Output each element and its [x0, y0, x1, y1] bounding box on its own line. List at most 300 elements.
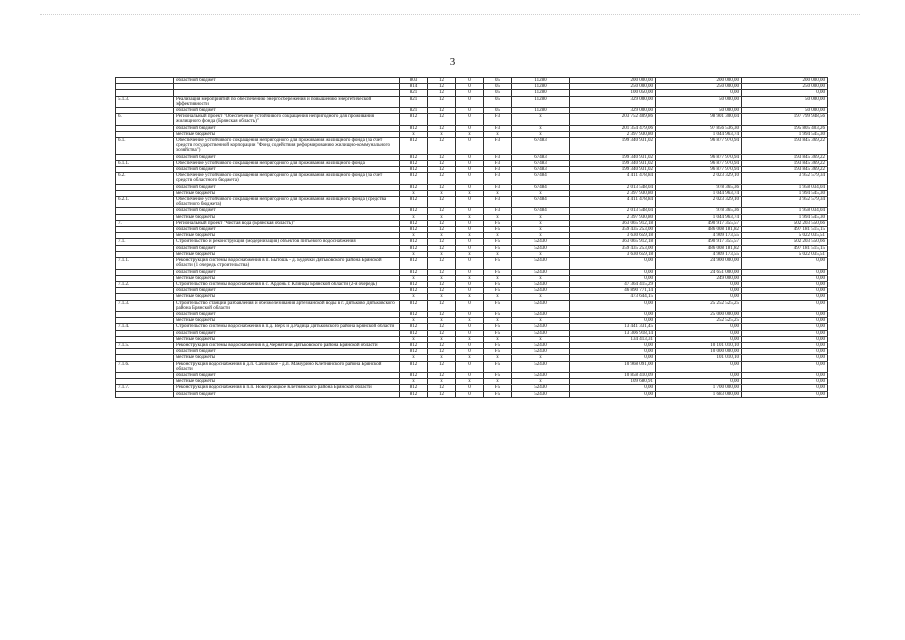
cell-item-number: 5.1.3.: [116, 96, 174, 107]
cell-direction: x: [512, 114, 570, 125]
cell-item-number: 7.1.: [116, 239, 174, 245]
cell-program: 0: [456, 184, 484, 190]
cell-program: 0: [456, 311, 484, 317]
cell-item-name: областной бюджет: [174, 391, 400, 397]
cell-section: 12: [428, 300, 456, 311]
cell-section: x: [428, 336, 456, 342]
cell-section: 12: [428, 349, 456, 355]
cell-amount-year2: 0,00: [656, 330, 742, 336]
cell-program: x: [456, 214, 484, 220]
cell-amount-year2: 50 000,00: [656, 108, 742, 114]
cell-program: 0: [456, 330, 484, 336]
cell-amount-year3: 0,00: [742, 342, 828, 348]
cell-amount-year3: 0,00: [742, 361, 828, 372]
cell-amount-year1: 4 411 478,84: [570, 197, 656, 208]
cell-item-name: местные бюджеты: [174, 275, 400, 281]
cell-subprogram: x: [484, 379, 512, 385]
cell-amount-year1: 0,00: [570, 275, 656, 281]
cell-direction: 67483: [512, 138, 570, 155]
cell-grbs: 812: [400, 239, 428, 245]
cell-amount-year3: 193 845 369,22: [742, 167, 828, 173]
cell-section: 12: [428, 90, 456, 96]
cell-amount-year1: 0,00: [570, 318, 656, 324]
cell-amount-year3: 193 845 369,22: [742, 160, 828, 166]
cell-direction: 11280: [512, 90, 570, 96]
cell-item-name: местные бюджеты: [174, 379, 400, 385]
cell-item-name: Обеспечение устойчивого сокращения непригодного для проживания жилищного фонда (за счет средств государственной корпорации "Фонд содействия реформированию жилищно-коммунального хозяйства"): [174, 138, 400, 155]
cell-amount-year3: 0,00: [742, 300, 828, 311]
cell-item-name: областной бюджет: [174, 154, 400, 160]
cell-subprogram: F5: [484, 391, 512, 397]
cell-grbs: 812: [400, 227, 428, 233]
cell-amount-year3: 1 958 034,04: [742, 208, 828, 214]
cell-amount-year2: 4 909 173,55: [656, 233, 742, 239]
cell-amount-year3: 5 022 035,51: [742, 233, 828, 239]
cell-amount-year2: 0,00: [656, 361, 742, 372]
cell-item-number: 7.1.5.: [116, 342, 174, 348]
cell-section: x: [428, 214, 456, 220]
cell-grbs: x: [400, 294, 428, 300]
cell-direction: x: [512, 318, 570, 324]
cell-amount-year2: 50 000,00: [656, 96, 742, 107]
cell-amount-year1: 0,00: [570, 342, 656, 348]
cell-direction: x: [512, 251, 570, 257]
cell-amount-year2: 2 023 329,10: [656, 197, 742, 208]
cell-amount-year2: 978 365,36: [656, 184, 742, 190]
cell-program: 0: [456, 245, 484, 251]
cell-subprogram: x: [484, 336, 512, 342]
cell-amount-year1: 2 013 548,04: [570, 184, 656, 190]
cell-grbs: 812: [400, 160, 428, 166]
cell-subprogram: F5: [484, 330, 512, 336]
cell-program: x: [456, 355, 484, 361]
cell-program: 0: [456, 258, 484, 269]
cell-item-number: 7.1.7.: [116, 385, 174, 391]
cell-item-name: областной бюджет: [174, 108, 400, 114]
cell-item-name: областной бюджет: [174, 78, 400, 84]
cell-subprogram: x: [484, 233, 512, 239]
cell-item-name: местные бюджеты: [174, 131, 400, 137]
cell-direction: x: [512, 294, 570, 300]
table-row: [116, 173, 828, 184]
cell-amount-year2: 978 365,36: [656, 208, 742, 214]
cell-amount-year2: 97 856 536,30: [656, 125, 742, 131]
cell-subprogram: F5: [484, 269, 512, 275]
cell-subprogram: F5: [484, 361, 512, 372]
cell-amount-year2: 0,00: [656, 288, 742, 294]
cell-subprogram: x: [484, 214, 512, 220]
cell-subprogram: x: [484, 318, 512, 324]
cell-subprogram: F5: [484, 288, 512, 294]
cell-amount-year1: 0,00: [570, 391, 656, 397]
cell-amount-year2: 0,00: [656, 281, 742, 287]
cell-program: 0: [456, 125, 484, 131]
cell-direction: 52430: [512, 288, 570, 294]
cell-subprogram: F3: [484, 160, 512, 166]
cell-amount-year2: 96 877 970,94: [656, 154, 742, 160]
cell-section: 12: [428, 220, 456, 226]
table-row: [116, 114, 828, 125]
cell-grbs: 812: [400, 220, 428, 226]
cell-direction: 52430: [512, 300, 570, 311]
cell-direction: 52430: [512, 391, 570, 397]
cell-amount-year1: 359 435 253,00: [570, 227, 656, 233]
cell-amount-year3: 0,00: [742, 275, 828, 281]
cell-program: 0: [456, 197, 484, 208]
cell-subprogram: 05: [484, 90, 512, 96]
cell-direction: x: [512, 125, 570, 131]
cell-amount-year1: 363 065 912,18: [570, 239, 656, 245]
cell-direction: x: [512, 336, 570, 342]
cell-item-name: местные бюджеты: [174, 233, 400, 239]
cell-item-name: Строительство системы водоснабжения в с. Ардонь г. Клинцы Брянской области (2-я очередь): [174, 281, 400, 287]
cell-amount-year3: 0,00: [742, 318, 828, 324]
cell-grbs: 812: [400, 114, 428, 125]
cell-subprogram: F5: [484, 349, 512, 355]
cell-amount-year2: 0,00: [656, 90, 742, 96]
cell-program: 0: [456, 208, 484, 214]
cell-grbs: 821: [400, 96, 428, 107]
cell-section: x: [428, 251, 456, 257]
cell-item-name: областной бюджет: [174, 372, 400, 378]
cell-item-name: Реконструкция водоснабжения в д.п. Сачинское - д.п. Мамурино Клетнянского района Брянской области: [174, 361, 400, 372]
cell-subprogram: 05: [484, 84, 512, 90]
cell-direction: 52430: [512, 349, 570, 355]
cell-section: 12: [428, 372, 456, 378]
cell-section: x: [428, 318, 456, 324]
cell-amount-year1: 4 411 478,84: [570, 173, 656, 184]
cell-direction: x: [512, 131, 570, 137]
cell-item-name: Строительство системы водоснабжения в п.д. Верх и д.Радица Дятьковского района Брянской области: [174, 324, 400, 330]
cell-item-name: областной бюджет: [174, 330, 400, 336]
cell-item-name: Реконструкция водоснабжения в п.п. Новотроицкое Клетнянского района Брянской области: [174, 385, 400, 391]
cell-program: 0: [456, 114, 484, 125]
cell-direction: 52430: [512, 269, 570, 275]
cell-grbs: 812: [400, 300, 428, 311]
cell-program: 0: [456, 108, 484, 114]
cell-item-name: местные бюджеты: [174, 294, 400, 300]
cell-amount-year2: 252 525,25: [656, 318, 742, 324]
cell-subprogram: F5: [484, 324, 512, 330]
cell-subprogram: 05: [484, 78, 512, 84]
table-row: [116, 138, 828, 155]
cell-amount-year3: 0,00: [742, 336, 828, 342]
cell-direction: x: [512, 275, 570, 281]
cell-section: 12: [428, 167, 456, 173]
cell-amount-year2: 101 010,10: [656, 355, 742, 361]
table-row: [116, 197, 828, 208]
cell-amount-year3: 1 958 034,04: [742, 184, 828, 190]
cell-amount-year1: 0,00: [570, 311, 656, 317]
cell-amount-year1: 13 306 918,14: [570, 330, 656, 336]
cell-direction: x: [512, 379, 570, 385]
cell-program: 0: [456, 173, 484, 184]
cell-amount-year1: 47 364 415,29: [570, 281, 656, 287]
cell-amount-year3: 497 181 515,15: [742, 227, 828, 233]
cell-program: 0: [456, 361, 484, 372]
cell-subprogram: x: [484, 275, 512, 281]
cell-grbs: 812: [400, 342, 428, 348]
cell-item-name: Обеспечение устойчивого сокращения непригодного для проживания жилищного фонда (средства областного бюджета): [174, 197, 400, 208]
cell-amount-year3: 193 845 369,22: [742, 154, 828, 160]
cell-subprogram: F3: [484, 208, 512, 214]
cell-program: 0: [456, 227, 484, 233]
cell-amount-year1: 13 441 331,45: [570, 324, 656, 330]
cell-grbs: 812: [400, 385, 428, 391]
cell-direction: 52430: [512, 245, 570, 251]
budget-table-body: [116, 78, 828, 398]
cell-grbs: 812: [400, 391, 428, 397]
cell-amount-year3: 0,00: [742, 294, 828, 300]
cell-section: 12: [428, 108, 456, 114]
cell-amount-year3: 0,00: [742, 379, 828, 385]
cell-subprogram: F5: [484, 220, 512, 226]
cell-amount-year2: 96 877 970,94: [656, 138, 742, 155]
table-row: [116, 258, 828, 269]
cell-section: 12: [428, 288, 456, 294]
cell-program: 0: [456, 84, 484, 90]
cell-amount-year3: 0,00: [742, 324, 828, 330]
cell-section: 12: [428, 227, 456, 233]
cell-subprogram: F5: [484, 258, 512, 269]
cell-amount-year3: 1 994 545,30: [742, 190, 828, 196]
cell-direction: 52430: [512, 281, 570, 287]
table-row: [116, 300, 828, 311]
cell-amount-year1: 359 435 253,00: [570, 245, 656, 251]
cell-item-number: 6.1.: [116, 138, 174, 155]
cell-program: 0: [456, 269, 484, 275]
cell-amount-year2: 96 877 970,94: [656, 167, 742, 173]
cell-program: x: [456, 233, 484, 239]
cell-section: 12: [428, 84, 456, 90]
cell-direction: 67484: [512, 173, 570, 184]
cell-section: 12: [428, 391, 456, 397]
cell-amount-year3: 0,00: [742, 311, 828, 317]
table-row: [116, 361, 828, 372]
cell-grbs: 812: [400, 269, 428, 275]
cell-program: 0: [456, 167, 484, 173]
cell-item-name: Обеспечение устойчивого сокращения непригодного для проживания жилищного фонда: [174, 160, 400, 166]
cell-amount-year2: 2 023 329,10: [656, 173, 742, 184]
cell-subprogram: F3: [484, 114, 512, 125]
cell-item-name: областной бюджет: [174, 311, 400, 317]
cell-amount-year2: 10 101 010,10: [656, 342, 742, 348]
cell-grbs: 812: [400, 197, 428, 208]
cell-amount-year1: 199 340 931,02: [570, 160, 656, 166]
cell-amount-year3: 50 000,00: [742, 96, 828, 107]
cell-grbs: 812: [400, 173, 428, 184]
cell-grbs: 812: [400, 311, 428, 317]
cell-amount-year3: 193 845 369,22: [742, 138, 828, 155]
cell-amount-year3: 200 000,00: [742, 78, 828, 84]
cell-subprogram: 05: [484, 96, 512, 107]
cell-amount-year1: 329 000,00: [570, 96, 656, 107]
cell-grbs: x: [400, 251, 428, 257]
cell-direction: 52430: [512, 342, 570, 348]
cell-item-name: областной бюджет: [174, 184, 400, 190]
cell-amount-year1: 134 413,31: [570, 336, 656, 342]
cell-section: 12: [428, 324, 456, 330]
cell-item-number: 7.1.6.: [116, 361, 174, 372]
cell-amount-year1: 0,00: [570, 269, 656, 275]
cell-direction: 67484: [512, 208, 570, 214]
cell-direction: 52430: [512, 361, 570, 372]
cell-program: 0: [456, 78, 484, 84]
cell-direction: x: [512, 190, 570, 196]
cell-grbs: x: [400, 379, 428, 385]
cell-amount-year3: 0,00: [742, 258, 828, 269]
cell-grbs: 812: [400, 125, 428, 131]
cell-item-name: местные бюджеты: [174, 355, 400, 361]
cell-amount-year2: 490 917 355,57: [656, 220, 742, 226]
cell-item-number: 7.1.2.: [116, 281, 174, 287]
cell-item-name: Строительство и реконструкция (модернизация) объектов питьевого водоснабжения: [174, 239, 400, 245]
scan-artifact-line: [40, 14, 860, 19]
cell-section: 12: [428, 96, 456, 107]
cell-amount-year2: 249 000,00: [656, 275, 742, 281]
cell-grbs: 812: [400, 330, 428, 336]
cell-item-name: Региональный проект "Чистая вода (Брянская область)": [174, 220, 400, 226]
cell-grbs: 814: [400, 84, 428, 90]
cell-amount-year1: 10 858 410,09: [570, 372, 656, 378]
cell-amount-year3: 195 805 403,26: [742, 125, 828, 131]
cell-amount-year1: 100 050,00: [570, 90, 656, 96]
cell-grbs: x: [400, 275, 428, 281]
cell-grbs: 812: [400, 245, 428, 251]
cell-program: 0: [456, 300, 484, 311]
cell-subprogram: F5: [484, 342, 512, 348]
cell-grbs: 812: [400, 349, 428, 355]
cell-amount-year2: 250 000,00: [656, 84, 742, 90]
cell-grbs: 812: [400, 361, 428, 372]
cell-item-name: областной бюджет: [174, 208, 400, 214]
cell-item-name: Строительство станции разбавления и обезжелезивания артезианской воды в г. Дятьково Дятьковского района Брянской области: [174, 300, 400, 311]
cell-section: 12: [428, 208, 456, 214]
cell-amount-year3: 0,00: [742, 349, 828, 355]
cell-amount-year3: 0,00: [742, 355, 828, 361]
table-row: [116, 96, 828, 107]
cell-item-name: областной бюджет: [174, 245, 400, 251]
cell-amount-year2: 24 651 000,00: [656, 269, 742, 275]
cell-direction: 11280: [512, 84, 570, 90]
cell-subprogram: F5: [484, 239, 512, 245]
cell-amount-year3: 1 994 545,30: [742, 131, 828, 137]
cell-item-name: Региональный проект "Обеспечение устойчивого сокращения непригодного для проживания жилищного фонда (Брянская область)": [174, 114, 400, 125]
cell-grbs: 812: [400, 138, 428, 155]
cell-amount-year2: 1 044 963,74: [656, 131, 742, 137]
cell-section: 12: [428, 138, 456, 155]
cell-direction: 67483: [512, 154, 570, 160]
cell-amount-year1: 0,00: [570, 355, 656, 361]
cell-amount-year2: 200 000,00: [656, 78, 742, 84]
cell-amount-year1: 363 065 912,18: [570, 220, 656, 226]
cell-subprogram: F3: [484, 197, 512, 208]
cell-direction: 52430: [512, 372, 570, 378]
cell-amount-year1: 46 890 771,14: [570, 288, 656, 294]
cell-section: x: [428, 379, 456, 385]
cell-item-name: местные бюджеты: [174, 336, 400, 342]
cell-amount-year1: 10 968 091,00: [570, 361, 656, 372]
cell-section: 12: [428, 114, 456, 125]
cell-item-name: областной бюджет: [174, 349, 400, 355]
cell-grbs: 812: [400, 288, 428, 294]
cell-program: x: [456, 251, 484, 257]
cell-subprogram: F5: [484, 311, 512, 317]
cell-program: x: [456, 379, 484, 385]
cell-item-number: 7.: [116, 220, 174, 226]
cell-section: 12: [428, 125, 456, 131]
cell-grbs: x: [400, 190, 428, 196]
cell-grbs: x: [400, 318, 428, 324]
cell-amount-year1: 199 340 931,02: [570, 138, 656, 155]
cell-amount-year1: 2 397 930,80: [570, 214, 656, 220]
cell-amount-year2: 4 909 173,55: [656, 251, 742, 257]
cell-grbs: x: [400, 355, 428, 361]
cell-item-name: Реконструкция системы водоснабжения в д.Чернятичи Дятьковского района Брянской области: [174, 342, 400, 348]
cell-amount-year1: 0,00: [570, 300, 656, 311]
cell-amount-year1: 203 752 409,86: [570, 114, 656, 125]
cell-item-name: местные бюджеты: [174, 190, 400, 196]
cell-amount-year3: 0,00: [742, 288, 828, 294]
cell-program: 0: [456, 372, 484, 378]
cell-subprogram: F3: [484, 154, 512, 160]
cell-program: x: [456, 318, 484, 324]
cell-grbs: x: [400, 233, 428, 239]
cell-subprogram: x: [484, 190, 512, 196]
cell-item-number: [116, 391, 174, 397]
cell-section: x: [428, 294, 456, 300]
cell-direction: x: [512, 233, 570, 239]
cell-amount-year3: 197 799 948,56: [742, 114, 828, 125]
cell-item-name: областной бюджет: [174, 167, 400, 173]
cell-section: 12: [428, 245, 456, 251]
cell-amount-year2: 0,00: [656, 294, 742, 300]
cell-grbs: 812: [400, 324, 428, 330]
cell-amount-year1: 3 630 659,18: [570, 233, 656, 239]
cell-amount-year3: 497 181 515,15: [742, 245, 828, 251]
cell-direction: x: [512, 220, 570, 226]
cell-amount-year2: 1 683 000,00: [656, 391, 742, 397]
cell-direction: 52430: [512, 258, 570, 269]
cell-amount-year2: 0,00: [656, 336, 742, 342]
cell-section: x: [428, 131, 456, 137]
cell-direction: 52430: [512, 239, 570, 245]
cell-program: 0: [456, 239, 484, 245]
cell-section: 12: [428, 239, 456, 245]
cell-amount-year3: 0,00: [742, 330, 828, 336]
cell-section: 12: [428, 361, 456, 372]
cell-amount-year3: 0,00: [742, 372, 828, 378]
cell-subprogram: F5: [484, 385, 512, 391]
cell-item-number: 6.: [116, 114, 174, 125]
cell-grbs: 812: [400, 281, 428, 287]
cell-direction: 11280: [512, 96, 570, 107]
cell-grbs: 812: [400, 372, 428, 378]
cell-amount-year2: 1 044 963,74: [656, 214, 742, 220]
cell-program: 0: [456, 288, 484, 294]
cell-section: 12: [428, 311, 456, 317]
cell-subprogram: F3: [484, 184, 512, 190]
cell-section: 12: [428, 160, 456, 166]
cell-item-name: областной бюджет: [174, 288, 400, 294]
cell-section: x: [428, 275, 456, 281]
cell-subprogram: F5: [484, 227, 512, 233]
cell-grbs: 821: [400, 108, 428, 114]
cell-program: 0: [456, 154, 484, 160]
cell-amount-year3: 0,00: [742, 281, 828, 287]
cell-program: x: [456, 294, 484, 300]
cell-amount-year3: 3 952 579,34: [742, 173, 828, 184]
